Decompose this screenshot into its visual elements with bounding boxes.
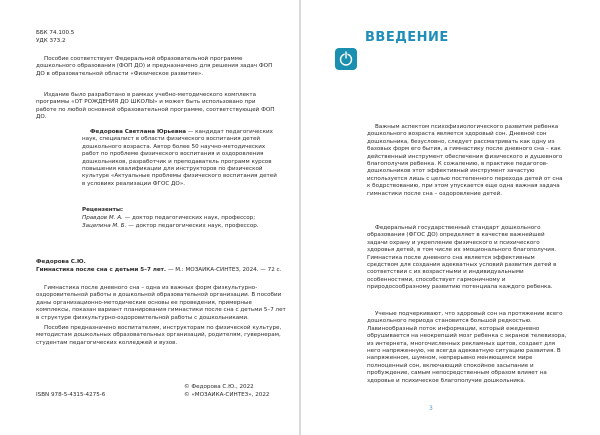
reviewer-1-name: Правдов М. А. — [82, 215, 123, 221]
reviewer-2-name: Зацепина М. Б. — [82, 223, 127, 229]
bbk-code: ББК 74.100.5 — [36, 30, 75, 36]
annotation-paragraph-1: Гимнастика после дневного сна – одна из важных форм физкультурно-оздоровительной работы в дошкольной образовательной организации. В пособии даны организационно-методические основы ее проведения, примерные комплексы, показан вариант планирования гимнастики после сна с детьми 5–7 лет в структуре физкультурно-оздоровительной работы с дошкольниками. — [36, 285, 286, 321]
intro-body-paragraph-2: Федеральный государственный стандарт дошкольного образования (ФГОС ДО) определяет в качестве важнейшей задачи охрану и укрепление физического и психического здоровья детей, в том числе их эмоционального благополучия. Гимнастика после дневного сна является эффективным средством для создания адекватных условий развития детей в соответствии с их возрастными и индивидуальными особенностями, способствует гармоничному и природосообразному развитию потенциала каждого ребенка. — [367, 225, 557, 291]
reviewer-1 — [82, 215, 278, 222]
intro-body-paragraph-3: Ученые подчеркивают, что здоровый сон на протяжении всего дошкольного периода становится большой редкостью. Лавинообразный поток информации, который ежедневно обрушивается на неокрепший мозг ребенка с экранов телевизора, из интернета, многочисленных рекламных щитов, создает для него напряженную, не всегда адекватную ситуацию развития. В напряженном, шумном, непрерывно меняющемся мире полноценный сон, включающий спокойное засыпание и пробуждение, самым непосредственным образом влияет на здоровье и психическое благополучие дошкольника. — [367, 311, 567, 384]
author-bio-text: — кандидат педагогических наук, специалист в области физического воспитания детей дошкольного возраста. Автор более 50 научно-методических работ по проблеме физического воспитания и оздоровления дошкольников, разработчик и преподаватель программ курсов повышения квалификации для инструкторов по физической культуре «Актуальные проблемы физического воспитания детей в условиях реализации ФГОС ДО». — [82, 129, 277, 187]
chapter-heading: ВВЕДЕНИЕ — [365, 30, 449, 45]
bib-title: Гимнастика после сна с детьми 5–7 лет. — [36, 267, 167, 273]
power-icon — [335, 48, 357, 70]
intro-body-paragraph-1: Важным аспектом психофизиологического развития ребенка дошкольного возраста является здоровый сон. Дневной сон дошкольника, безусловно, следует рассматривать как одну из базовых форм его бытия, а гимнастику после дневного сна – как действенный инструмент обеспечения физического и душевного благополучия ребенка. К сожалению, в практике педагогов-дошкольников этот эффективный инструмент зачастую используется лишь с целью постепенного перехода детей от сна к бодрствованию, при этом упускается еще одна важная задача гимнастики после сна – оздоровление детей. — [367, 124, 563, 197]
left-page — [0, 0, 299, 435]
annotation-paragraph-2: Пособие предназначено воспитателям, инструкторам по физической культуре, методистам дошкольных образовательных организаций, родителям, гувернерам, студентам педагогических колледжей и вузов. — [36, 325, 282, 346]
intro-paragraph-1: Пособие соответствует Федеральной образовательной программе дошкольного образования (ФОП ДО) и предназначено для решения задач ФОП ДО в образовательной области «Физическое развитие». — [36, 56, 273, 77]
bib-author: Федорова С.Ю. — [36, 259, 86, 265]
reviewers-heading: Рецензенты: — [82, 207, 124, 213]
author-bio — [82, 129, 278, 188]
bib-record — [36, 267, 286, 274]
page-number: 3 — [429, 405, 433, 412]
isbn: ISBN 978-5-4315-4275-6 — [36, 392, 106, 398]
udk-code: УДК 373.2 — [36, 38, 66, 44]
intro-paragraph-2: Издание было разработано в рамках учебно-методического комплекта программы «ОТ РОЖДЕНИЯ ДО ШКОЛЫ» и может быть использовано при работе по любой основной образовательной программе, соответствующей ФОП ДО. — [36, 92, 275, 121]
author-name: Федорова Светлана Юрьевна — [90, 129, 187, 135]
bib-publisher: — М.: МОЗАИКА-СИНТЕЗ, 2024. — 72 с. — [166, 267, 282, 273]
copyright-author: © Федорова С.Ю., 2022 — [184, 384, 254, 390]
chapter-badge — [335, 48, 357, 70]
reviewer-2 — [82, 223, 278, 230]
reviewer-1-role: — доктор педагогических наук, профессор; — [122, 215, 256, 221]
copyright-publisher: © «МОЗАИКА-СИНТЕЗ», 2022 — [184, 392, 270, 398]
reviewer-2-role: — доктор педагогических наук, профессор. — [126, 223, 259, 229]
